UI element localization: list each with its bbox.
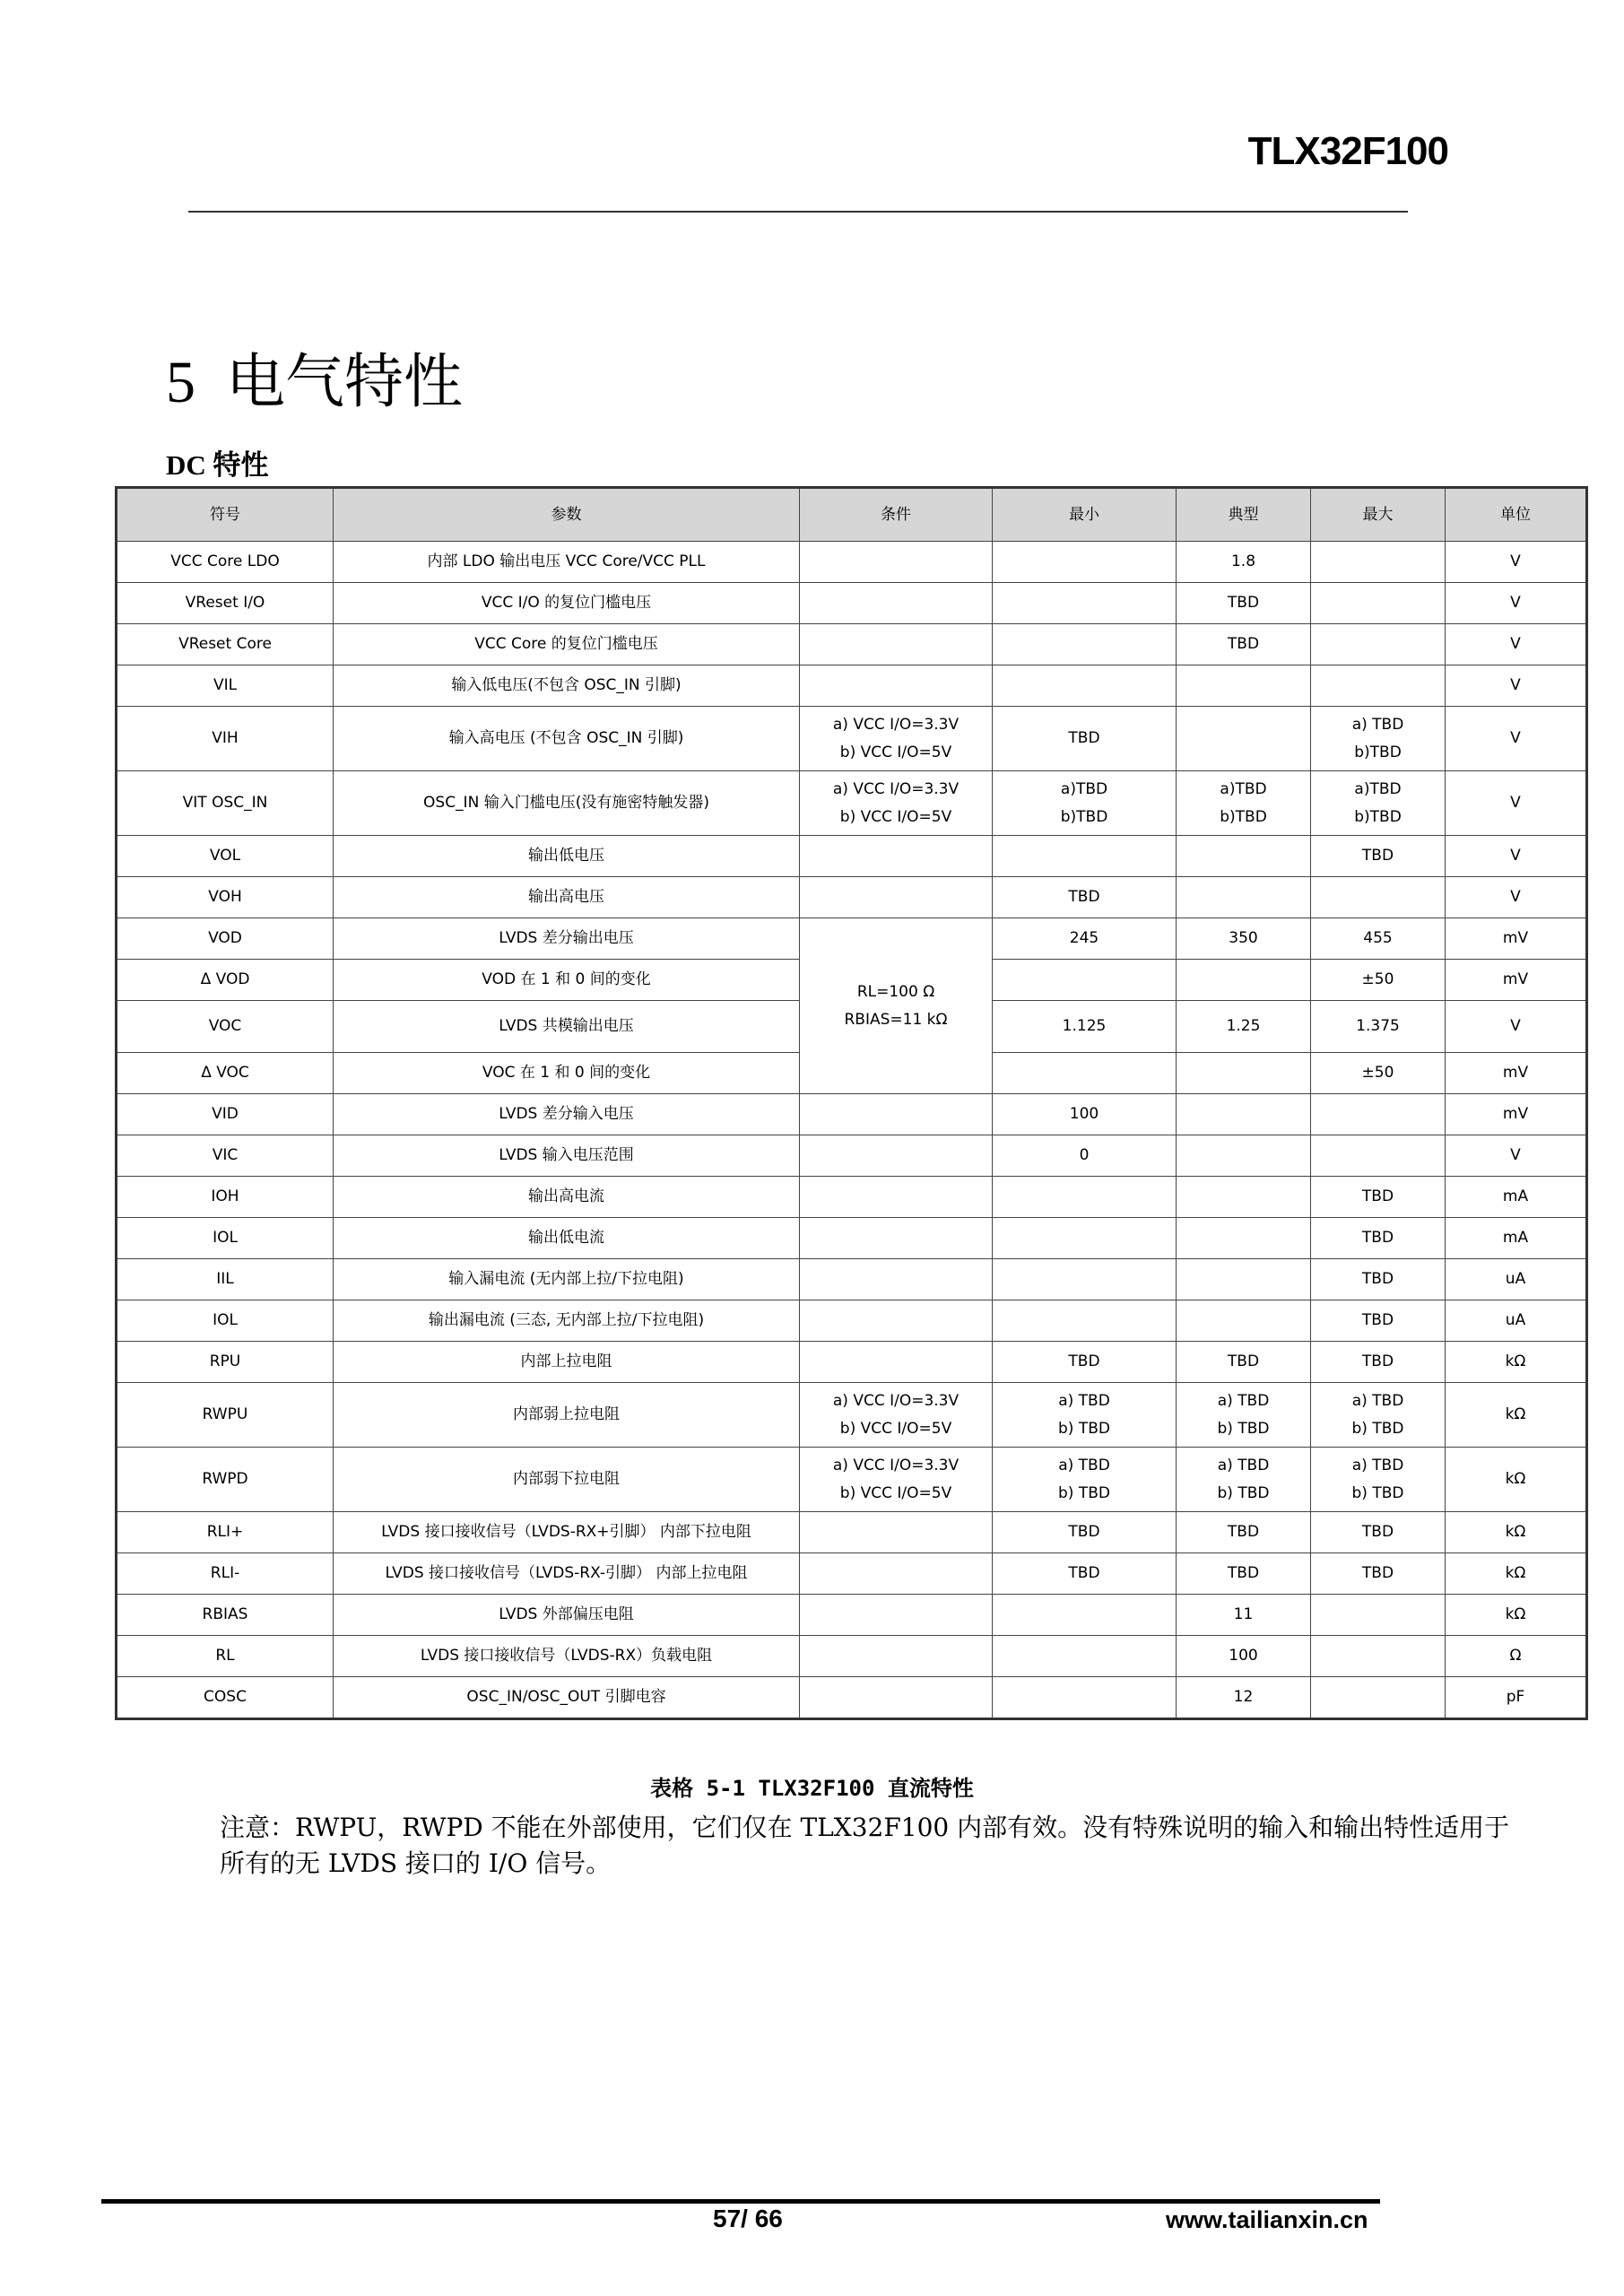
cell-min-line: 1.125 [1062, 1017, 1107, 1035]
cell-typ [1177, 836, 1311, 877]
cell-unit: V [1446, 583, 1587, 624]
cell-typ-line: a) TBD [1217, 1391, 1270, 1410]
cell-typ-line: TBD [1227, 635, 1260, 653]
cell-condition-line: a) VCC I/O=3.3V [832, 779, 960, 798]
cell-unit: V [1446, 1135, 1587, 1177]
cell-max [1311, 1383, 1446, 1448]
table-row [117, 1383, 1587, 1448]
cell-symbol: VOH [117, 877, 334, 918]
cell-min [993, 1595, 1177, 1636]
header-unit: 单位 [1446, 488, 1587, 542]
cell-symbol: IOL [117, 1300, 334, 1342]
cell-max [1311, 960, 1446, 1001]
cell-typ-line: a) TBD [1217, 1456, 1270, 1474]
cell-typ [1177, 624, 1311, 665]
cell-condition-lvds-line: RL=100 Ω [856, 982, 935, 1001]
document-header-title: TLX32F100 [1247, 129, 1448, 173]
cell-min [993, 1677, 1177, 1719]
header-min: 最小 [993, 488, 1177, 542]
cell-max [1311, 1218, 1446, 1259]
cell-max-line: a) TBD [1351, 1456, 1404, 1474]
cell-symbol: COSC [117, 1677, 334, 1719]
cell-max-line: TBD [1361, 847, 1394, 865]
cell-symbol: VReset Core [117, 624, 334, 665]
table-header-row [117, 488, 1587, 542]
cell-unit: kΩ [1446, 1595, 1587, 1636]
cell-min [993, 771, 1177, 836]
cell-min [993, 836, 1177, 877]
cell-symbol: VOC [117, 1001, 334, 1053]
page-number: 57/ 66 [713, 2205, 783, 2232]
cell-typ-line: TBD [1227, 1352, 1260, 1370]
cell-max-line: b)TBD [1354, 743, 1402, 761]
cell-max [1311, 1636, 1446, 1677]
cell-min [993, 624, 1177, 665]
cell-max-line: TBD [1361, 1229, 1394, 1247]
cell-max-line: TBD [1361, 1187, 1394, 1205]
cell-typ-line: 1.25 [1226, 1017, 1261, 1035]
cell-unit: Ω [1446, 1636, 1587, 1677]
table-note: 注意：RWPU，RWPD 不能在外部使用，它们仅在 TLX32F100 内部有效。没有特殊说明的输入和输出特性适用于所有的无 LVDS 接口的 I/O 信号。 [220, 1813, 1510, 1878]
cell-parameter: LVDS 共模输出电压 [334, 1001, 800, 1053]
cell-symbol: RWPU [117, 1383, 334, 1448]
cell-min-line: 100 [1069, 1105, 1099, 1123]
cell-typ-line: 1.8 [1230, 552, 1256, 570]
cell-parameter: 内部上拉电阻 [334, 1342, 800, 1383]
cell-unit: V [1446, 836, 1587, 877]
cell-min-line: TBD [1068, 1523, 1100, 1541]
cell-unit: V [1446, 624, 1587, 665]
cell-typ [1177, 1383, 1311, 1448]
cell-condition [800, 1094, 993, 1135]
cell-parameter: OSC_IN/OSC_OUT 引脚电容 [334, 1677, 800, 1719]
cell-min-line: TBD [1068, 888, 1100, 906]
cell-min [993, 918, 1177, 960]
cell-min-line: 245 [1069, 929, 1099, 947]
cell-symbol: RBIAS [117, 1595, 334, 1636]
header-max: 最大 [1311, 488, 1446, 542]
cell-typ-line: 350 [1229, 929, 1258, 947]
table-row [117, 1218, 1587, 1259]
cell-condition [800, 1553, 993, 1595]
cell-unit: mV [1446, 960, 1587, 1001]
cell-typ-line: 11 [1233, 1605, 1254, 1623]
cell-typ [1177, 1636, 1311, 1677]
cell-condition-line: a) VCC I/O=3.3V [832, 715, 960, 734]
cell-symbol: VOL [117, 836, 334, 877]
cell-max [1311, 1553, 1446, 1595]
cell-parameter: VCC I/O 的复位门槛电压 [334, 583, 800, 624]
cell-max-line: a)TBD [1354, 779, 1402, 798]
cell-typ [1177, 1677, 1311, 1719]
cell-condition [800, 877, 993, 918]
cell-parameter: 输出低电流 [334, 1218, 800, 1259]
chapter-heading [166, 334, 463, 419]
cell-symbol: VID [117, 1094, 334, 1135]
header-parameter: 参数 [334, 488, 800, 542]
table-row [117, 542, 1587, 583]
cell-parameter: 输入低电压(不包含 OSC_IN 引脚) [334, 665, 800, 707]
cell-min [993, 1342, 1177, 1383]
cell-parameter: LVDS 接口接收信号（LVDS-RX-引脚） 内部上拉电阻 [334, 1553, 800, 1595]
cell-typ [1177, 771, 1311, 836]
table-row [117, 1135, 1587, 1177]
cell-typ-line: TBD [1227, 594, 1260, 612]
cell-parameter: 输出高电压 [334, 877, 800, 918]
cell-min-line: b) TBD [1058, 1483, 1110, 1502]
cell-typ [1177, 583, 1311, 624]
cell-symbol: Δ VOC [117, 1053, 334, 1094]
cell-condition-lvds-line: RBIAS=11 kΩ [844, 1010, 948, 1029]
cell-typ-line: TBD [1227, 1523, 1260, 1541]
cell-typ [1177, 918, 1311, 960]
cell-min-line: 0 [1079, 1146, 1090, 1164]
cell-max [1311, 624, 1446, 665]
cell-symbol: IOH [117, 1177, 334, 1218]
cell-max-line: 1.375 [1356, 1017, 1400, 1035]
cell-unit: V [1446, 877, 1587, 918]
table-row [117, 1512, 1587, 1553]
chapter-number: 5 [166, 350, 195, 415]
cell-max [1311, 707, 1446, 771]
cell-min-line: b)TBD [1060, 807, 1108, 826]
cell-parameter: OSC_IN 输入门槛电压(没有施密特触发器) [334, 771, 800, 836]
cell-typ [1177, 960, 1311, 1001]
cell-parameter: VCC Core 的复位门槛电压 [334, 624, 800, 665]
cell-symbol: RLI+ [117, 1512, 334, 1553]
cell-max-line: TBD [1361, 1564, 1394, 1582]
header-typ: 典型 [1177, 488, 1311, 542]
cell-max-line: b)TBD [1354, 807, 1402, 826]
cell-symbol: VIL [117, 665, 334, 707]
website: www.tailianxin.cn [1166, 2206, 1368, 2233]
cell-condition [800, 1300, 993, 1342]
cell-unit: uA [1446, 1259, 1587, 1300]
cell-min [993, 1553, 1177, 1595]
table-row [117, 1636, 1587, 1677]
cell-parameter: LVDS 差分输入电压 [334, 1094, 800, 1135]
cell-max [1311, 1053, 1446, 1094]
cell-max-line: TBD [1361, 1270, 1394, 1288]
cell-max [1311, 1177, 1446, 1218]
header-condition: 条件 [800, 488, 993, 542]
cell-parameter: 输出低电压 [334, 836, 800, 877]
cell-typ [1177, 1595, 1311, 1636]
cell-typ [1177, 1177, 1311, 1218]
cell-parameter: LVDS 输入电压范围 [334, 1135, 800, 1177]
cell-min-line: TBD [1068, 1352, 1100, 1370]
cell-max [1311, 1259, 1446, 1300]
table-row [117, 1677, 1587, 1719]
cell-max [1311, 836, 1446, 877]
table-row [117, 624, 1587, 665]
cell-min [993, 1218, 1177, 1259]
cell-condition-line: b) VCC I/O=5V [839, 1419, 952, 1438]
cell-max [1311, 918, 1446, 960]
cell-unit: V [1446, 707, 1587, 771]
cell-typ [1177, 1342, 1311, 1383]
cell-unit: V [1446, 771, 1587, 836]
cell-typ-line: 12 [1233, 1688, 1254, 1706]
cell-max-line: a) TBD [1351, 1391, 1404, 1410]
cell-unit: pF [1446, 1677, 1587, 1719]
cell-parameter: 内部弱下拉电阻 [334, 1448, 800, 1512]
cell-parameter: 输出漏电流 (三态, 无内部上拉/下拉电阻) [334, 1300, 800, 1342]
cell-unit: kΩ [1446, 1553, 1587, 1595]
cell-min-line: a) TBD [1058, 1456, 1110, 1474]
cell-symbol: VCC Core LDO [117, 542, 334, 583]
cell-symbol: VIC [117, 1135, 334, 1177]
cell-max [1311, 1135, 1446, 1177]
cell-symbol: IIL [117, 1259, 334, 1300]
cell-condition [800, 1677, 993, 1719]
cell-typ [1177, 542, 1311, 583]
cell-min [993, 665, 1177, 707]
cell-typ [1177, 1053, 1311, 1094]
cell-unit: kΩ [1446, 1342, 1587, 1383]
cell-parameter: LVDS 接口接收信号（LVDS-RX+引脚） 内部下拉电阻 [334, 1512, 800, 1553]
cell-max [1311, 1094, 1446, 1135]
cell-unit: mA [1446, 1218, 1587, 1259]
cell-min-line: a)TBD [1060, 779, 1108, 798]
dc-characteristics-table [115, 486, 1588, 1720]
cell-min [993, 1448, 1177, 1512]
cell-condition [800, 1636, 993, 1677]
cell-min [993, 1636, 1177, 1677]
cell-max-line: ±50 [1361, 1064, 1394, 1082]
cell-min [993, 1512, 1177, 1553]
cell-min [993, 1259, 1177, 1300]
cell-condition [800, 1448, 993, 1512]
cell-condition [800, 1595, 993, 1636]
header-symbol: 符号 [117, 488, 334, 542]
cell-typ [1177, 877, 1311, 918]
cell-max [1311, 771, 1446, 836]
table-row [117, 1448, 1587, 1512]
cell-parameter: 输出高电流 [334, 1177, 800, 1218]
cell-unit: V [1446, 542, 1587, 583]
cell-min [993, 877, 1177, 918]
cell-min [993, 583, 1177, 624]
cell-unit: mA [1446, 1177, 1587, 1218]
cell-max [1311, 542, 1446, 583]
table-row [117, 1094, 1587, 1135]
cell-typ [1177, 707, 1311, 771]
footer-divider [101, 2199, 1380, 2204]
table-row [117, 1177, 1587, 1218]
cell-typ [1177, 1300, 1311, 1342]
cell-unit: kΩ [1446, 1512, 1587, 1553]
table-body [117, 542, 1587, 1719]
cell-symbol: RPU [117, 1342, 334, 1383]
cell-max-line: b) TBD [1351, 1483, 1404, 1502]
cell-min [993, 1177, 1177, 1218]
cell-condition [800, 1383, 993, 1448]
cell-typ [1177, 665, 1311, 707]
cell-condition [800, 624, 993, 665]
cell-parameter: LVDS 外部偏压电阻 [334, 1595, 800, 1636]
cell-condition-line: b) VCC I/O=5V [839, 807, 952, 826]
cell-max-line: a) TBD [1351, 715, 1404, 734]
cell-symbol: RL [117, 1636, 334, 1677]
cell-max-line: TBD [1361, 1523, 1394, 1541]
cell-condition-line: b) VCC I/O=5V [839, 1483, 952, 1502]
cell-max [1311, 1342, 1446, 1383]
cell-unit: mV [1446, 918, 1587, 960]
table-row [117, 665, 1587, 707]
cell-min [993, 960, 1177, 1001]
cell-typ [1177, 1094, 1311, 1135]
cell-typ [1177, 1218, 1311, 1259]
cell-max [1311, 1300, 1446, 1342]
cell-condition [800, 583, 993, 624]
table-row [117, 1259, 1587, 1300]
table-row [117, 771, 1587, 836]
cell-typ [1177, 1259, 1311, 1300]
cell-unit: V [1446, 1001, 1587, 1053]
cell-min-line: TBD [1068, 1564, 1100, 1582]
cell-max-line: ±50 [1361, 970, 1394, 988]
cell-typ-line: a)TBD [1220, 779, 1267, 798]
cell-parameter: VOC 在 1 和 0 间的变化 [334, 1053, 800, 1094]
cell-max [1311, 877, 1446, 918]
cell-condition-line: a) VCC I/O=3.3V [832, 1456, 960, 1474]
cell-typ-line: b) TBD [1217, 1483, 1270, 1502]
cell-typ-line: b) TBD [1217, 1419, 1270, 1438]
cell-unit: kΩ [1446, 1448, 1587, 1512]
cell-typ [1177, 1512, 1311, 1553]
cell-unit: kΩ [1446, 1383, 1587, 1448]
cell-condition [800, 1342, 993, 1383]
cell-symbol: VOD [117, 918, 334, 960]
cell-typ-line: b)TBD [1220, 807, 1267, 826]
cell-min [993, 1094, 1177, 1135]
cell-min [993, 1300, 1177, 1342]
cell-parameter: 输入高电压 (不包含 OSC_IN 引脚) [334, 707, 800, 771]
cell-max-line: TBD [1361, 1311, 1394, 1329]
cell-symbol: VIH [117, 707, 334, 771]
cell-typ [1177, 1448, 1311, 1512]
cell-unit: uA [1446, 1300, 1587, 1342]
header-divider [188, 211, 1408, 213]
cell-min [993, 1383, 1177, 1448]
chapter-title: 电气特性 [226, 347, 463, 416]
cell-parameter: 内部弱上拉电阻 [334, 1383, 800, 1448]
cell-max [1311, 1448, 1446, 1512]
cell-typ [1177, 1135, 1311, 1177]
cell-parameter: LVDS 接口接收信号（LVDS-RX）负载电阻 [334, 1636, 800, 1677]
table-row [117, 583, 1587, 624]
cell-max [1311, 665, 1446, 707]
section-heading: DC 特性 [166, 449, 269, 481]
cell-typ-line: 100 [1229, 1647, 1258, 1665]
cell-condition [800, 707, 993, 771]
cell-symbol: RWPD [117, 1448, 334, 1512]
cell-condition [800, 771, 993, 836]
table-row [117, 1342, 1587, 1383]
cell-condition [800, 1177, 993, 1218]
cell-max [1311, 1677, 1446, 1719]
cell-parameter: 输入漏电流 (无内部上拉/下拉电阻) [334, 1259, 800, 1300]
cell-condition-line: b) VCC I/O=5V [839, 743, 952, 761]
cell-typ [1177, 1553, 1311, 1595]
cell-min [993, 707, 1177, 771]
cell-unit: mV [1446, 1053, 1587, 1094]
cell-symbol: Δ VOD [117, 960, 334, 1001]
cell-condition-lvds [800, 918, 993, 1094]
cell-condition-line: a) VCC I/O=3.3V [832, 1391, 960, 1410]
cell-min [993, 1001, 1177, 1053]
cell-max-line: b) TBD [1351, 1419, 1404, 1438]
cell-condition [800, 836, 993, 877]
cell-max [1311, 1512, 1446, 1553]
table-row [117, 1595, 1587, 1636]
cell-max [1311, 583, 1446, 624]
table-caption: 表格 5-1 TLX32F100 直流特性 [650, 1776, 974, 1801]
cell-symbol: IOL [117, 1218, 334, 1259]
cell-condition [800, 1512, 993, 1553]
table-row [117, 877, 1587, 918]
cell-typ [1177, 1001, 1311, 1053]
cell-min [993, 1053, 1177, 1094]
cell-min-line: a) TBD [1058, 1391, 1110, 1410]
cell-symbol: VIT OSC_IN [117, 771, 334, 836]
cell-min [993, 1135, 1177, 1177]
cell-min-line: TBD [1068, 729, 1100, 747]
cell-symbol: VReset I/O [117, 583, 334, 624]
cell-min-line: b) TBD [1058, 1419, 1110, 1438]
cell-typ-line: TBD [1227, 1564, 1260, 1582]
cell-unit: V [1446, 665, 1587, 707]
cell-symbol: RLI- [117, 1553, 334, 1595]
cell-condition [800, 665, 993, 707]
cell-max [1311, 1595, 1446, 1636]
table-row [117, 1300, 1587, 1342]
cell-parameter: LVDS 差分输出电压 [334, 918, 800, 960]
cell-condition [800, 1218, 993, 1259]
cell-min [993, 542, 1177, 583]
cell-condition [800, 542, 993, 583]
table-row [117, 918, 1587, 960]
cell-max-line: 455 [1363, 929, 1393, 947]
cell-max [1311, 1001, 1446, 1053]
cell-max-line: TBD [1361, 1352, 1394, 1370]
cell-condition [800, 1135, 993, 1177]
table-row [117, 836, 1587, 877]
cell-condition [800, 1259, 993, 1300]
cell-parameter: 内部 LDO 输出电压 VCC Core/VCC PLL [334, 542, 800, 583]
table-row [117, 707, 1587, 771]
cell-unit: mV [1446, 1094, 1587, 1135]
cell-parameter: VOD 在 1 和 0 间的变化 [334, 960, 800, 1001]
table-row [117, 1553, 1587, 1595]
